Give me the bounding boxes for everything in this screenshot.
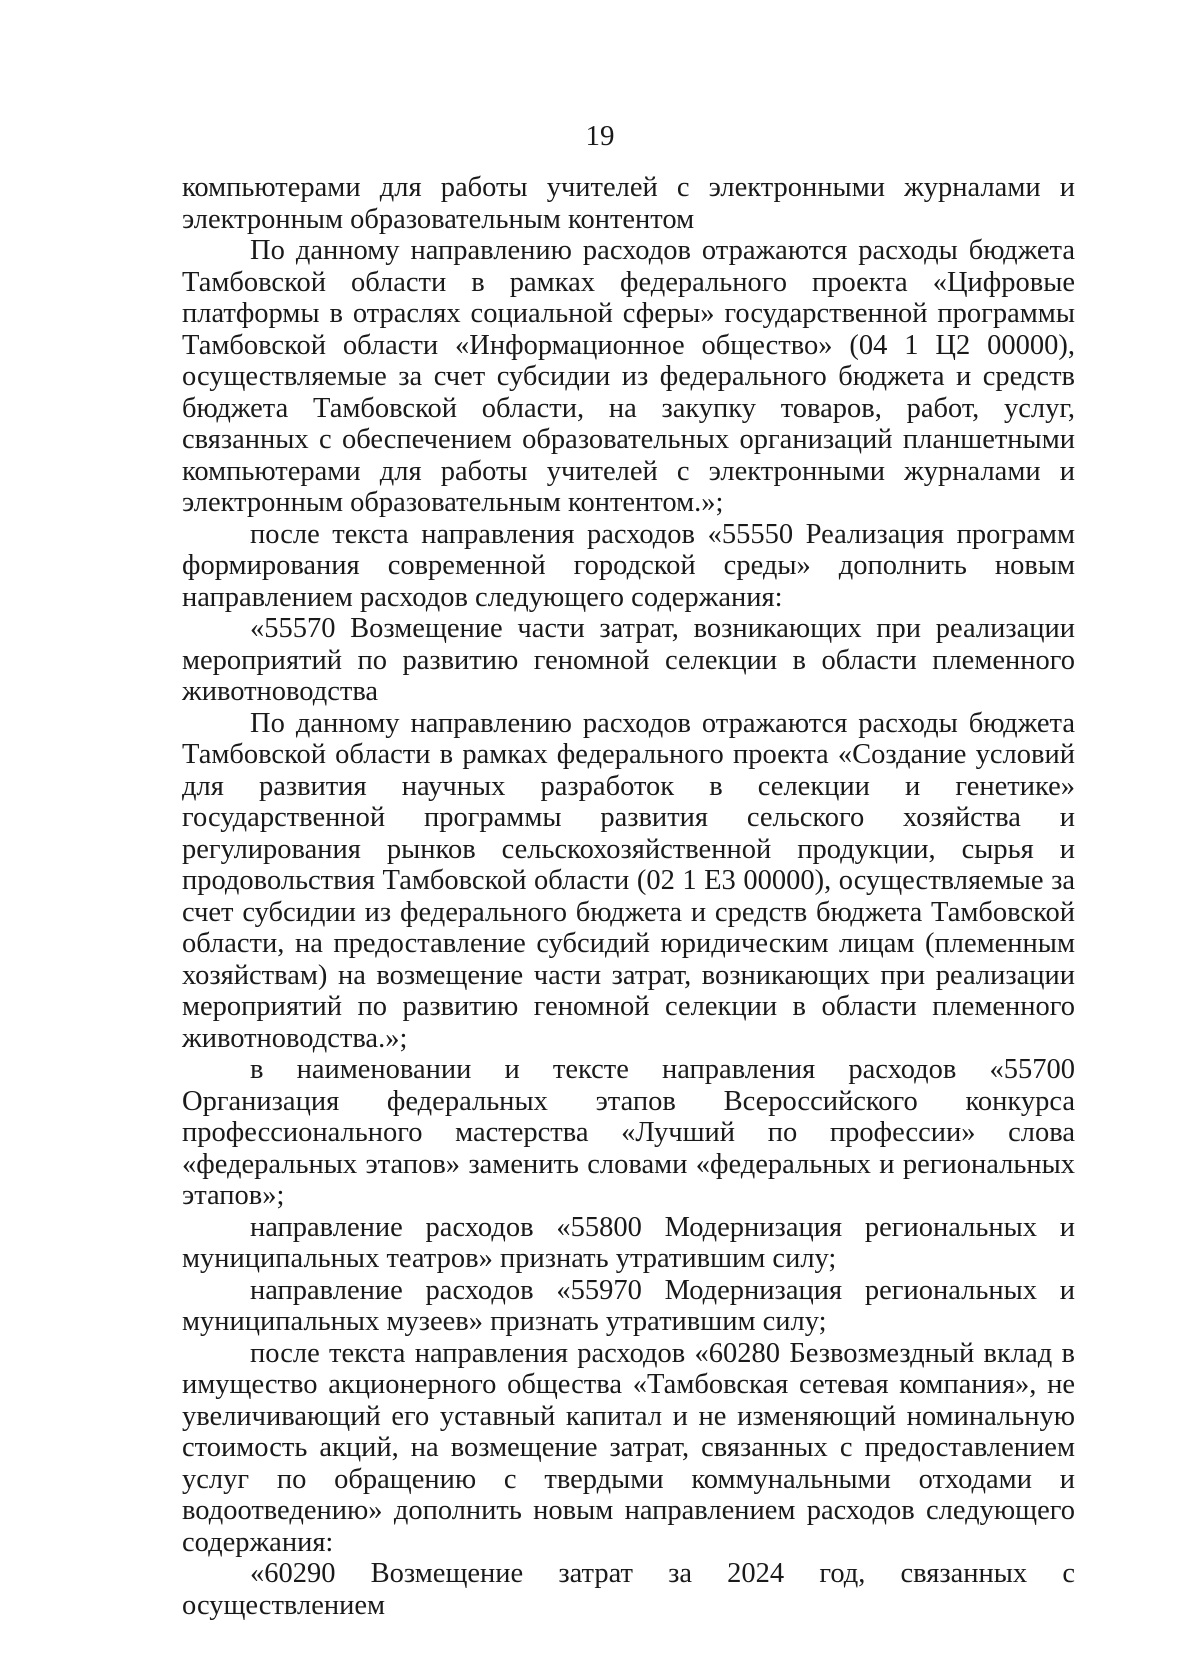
paragraph-digital-platforms-description: По данному направлению расходов отражаются расходы бюджета Тамбовской области в рамках федерального проекта «Цифровые платформы в отраслях социальной сферы» государственной программы Тамбовской области «Информационное общество» (04 1 Ц2 00000), осуществляемые за счет субсидии из федерального бюджета и средств бюджета Тамбовской области, на закупку товаров, работ, услуг, связанных с обеспечением образовательных организаций планшетными компьютерами для работы учителей с электронными журналами и электронным образовательным контентом.»; <box>182 235 1075 518</box>
paragraph-after-55550: после текста направления расходов «55550 Реализация программ формирования современной городской среды» дополнить новым направлением расходов следующего содержания: <box>182 518 1075 613</box>
paragraph-55570-title: «55570 Возмещение части затрат, возникающих при реализации мероприятий по развитию геномной селекции в области племенного животноводства <box>182 613 1075 707</box>
paragraph-55570-description: По данному направлению расходов отражаются расходы бюджета Тамбовской области в рамках федерального проекта «Создание условий для развития научных разработок в селекции и генетике» государственной программы развития сельского хозяйства и регулирования рынков сельскохозяйственной продукции, сырья и продовольствия Тамбовской области (02 1 Е3 00000), осуществляемые за счет субсидии из федерального бюджета и средств бюджета Тамбовской области, на предоставление субсидий юридическим лицам (племенным хозяйствам) на возмещение части затрат, возникающих при реализации мероприятий по развитию геномной селекции в области племенного животноводства.»; <box>182 707 1075 1054</box>
paragraph-55800-repeal: направление расходов «55800 Модернизация региональных и муниципальных театров» признать утратившим силу; <box>182 1211 1075 1274</box>
paragraph-continuation: компьютерами для работы учителей с электронными журналами и электронным образовательным контентом <box>182 172 1075 235</box>
paragraph-55700-amendment: в наименовании и тексте направления расходов «55700 Организация федеральных этапов Всероссийского конкурса профессионального мастерства «Лучший по профессии» слова «федеральных этапов» заменить словами «федеральных и региональных этапов»; <box>182 1054 1075 1211</box>
document-body <box>182 172 1075 1621</box>
paragraph-55970-repeal: направление расходов «55970 Модернизация региональных и муниципальных музеев» признать утратившим силу; <box>182 1274 1075 1337</box>
paragraph-60290-title: «60290 Возмещение затрат за 2024 год, связанных с осуществлением <box>182 1558 1075 1621</box>
paragraph-after-60280: после текста направления расходов «60280 Безвозмездный вклад в имущество акционерного общества «Тамбовская сетевая компания», не увеличивающий его уставный капитал и не изменяющий номинальную стоимость акций, на возмещение затрат, связанных с предоставлением услуг по обращению с твердыми коммунальными отходами и водоотведению» дополнить новым направлением расходов следующего содержания: <box>182 1337 1075 1558</box>
page-number: 19 <box>585 120 615 152</box>
